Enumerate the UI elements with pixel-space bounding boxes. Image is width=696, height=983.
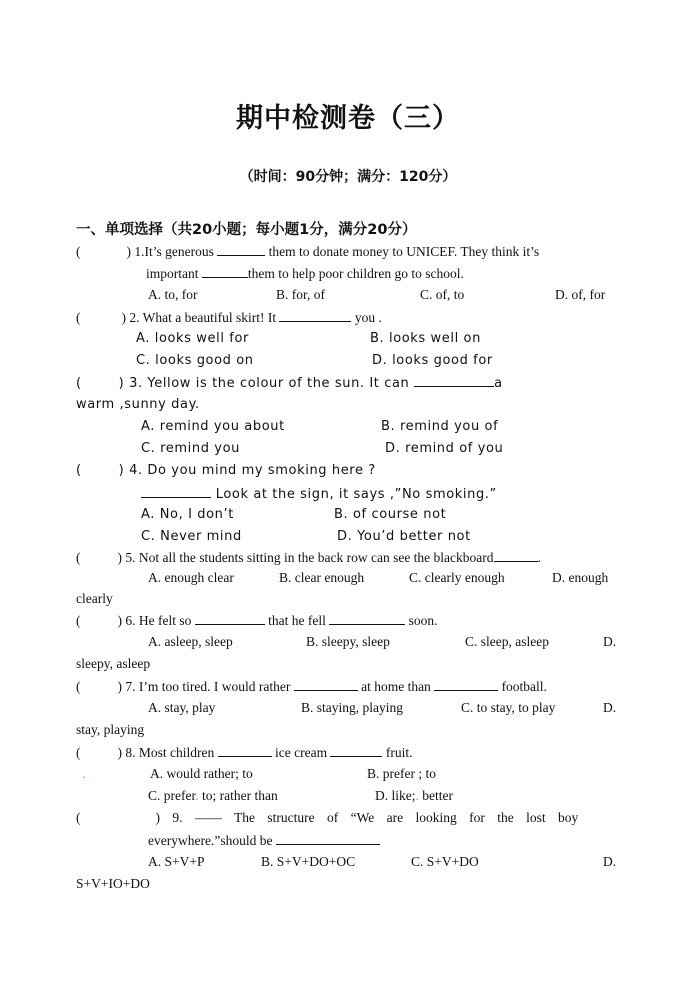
question-1-stem-part-4: them to help poor children go to school. bbox=[247, 266, 464, 281]
question-5-line-1 bbox=[76, 547, 541, 567]
option-d: D. looks good for bbox=[372, 353, 493, 368]
question-8-line-1 bbox=[76, 742, 412, 762]
answer-paren: ( bbox=[76, 679, 81, 694]
question-4-line-2 bbox=[141, 483, 497, 503]
question-9-stem-part-2: everywhere.”should be bbox=[148, 833, 273, 848]
answer-blank bbox=[218, 742, 272, 757]
option-c: C. looks good on bbox=[136, 353, 254, 368]
question-9-line-1 bbox=[76, 808, 617, 828]
option-d: D. of, for bbox=[555, 287, 606, 302]
question-1-stem-part-2: them to donate money to UNICEF. They think it’s bbox=[268, 244, 540, 259]
answer-blank bbox=[294, 676, 358, 691]
question-7-stem-part-2: at home than bbox=[361, 679, 431, 694]
answer-blank bbox=[279, 307, 351, 322]
option-c: C. to stay, to play bbox=[461, 700, 556, 715]
option-c: C. clearly enough bbox=[409, 570, 505, 585]
option-a: A. would rather; to bbox=[150, 766, 253, 781]
answer-blank bbox=[217, 241, 265, 256]
option-a: A. asleep, sleep bbox=[148, 634, 233, 649]
question-8-stem-part-2: ice cream bbox=[275, 745, 328, 760]
option-b: B. for, of bbox=[276, 287, 325, 302]
question-6-stem-part-3: soon. bbox=[408, 613, 438, 628]
option-c: C. Never mind bbox=[141, 529, 242, 544]
option-c: C. remind you bbox=[141, 441, 240, 456]
answer-paren: ( bbox=[76, 550, 81, 565]
question-4-stem-part-2: Look at the sign, it says ,”No smoking.” bbox=[215, 487, 497, 502]
option-b: B. sleepy, sleep bbox=[306, 634, 390, 649]
option-a: A. stay, play bbox=[148, 700, 216, 715]
answer-blank bbox=[141, 483, 211, 498]
option-b: B. S+V+DO+OC bbox=[261, 854, 356, 869]
option-b: B. staying, playing bbox=[301, 700, 403, 715]
option-b: B. of course not bbox=[334, 507, 447, 522]
option-b: B. clear enough bbox=[279, 570, 365, 585]
option-a: A. to, for bbox=[148, 287, 198, 302]
question-6-stem-part-1: ) 6. He felt so bbox=[117, 613, 192, 628]
option-b: B. prefer ; to bbox=[367, 766, 436, 781]
answer-paren: ( bbox=[76, 310, 81, 325]
answer-paren: ( bbox=[76, 810, 81, 825]
question-3-stem-part-2: a bbox=[494, 376, 503, 391]
question-5-stem-part-2: . bbox=[537, 550, 541, 565]
option-d: D. enough bbox=[552, 570, 609, 585]
option-d: D. bbox=[603, 634, 617, 649]
question-1-line-1 bbox=[76, 241, 617, 261]
question-9-stem-part-1: ) 9. —— The structure of “We are looking for the lost boy bbox=[155, 810, 579, 825]
option-c: C. S+V+DO bbox=[411, 854, 479, 869]
question-3-line-2: warm ,sunny day. bbox=[76, 397, 200, 412]
answer-blank bbox=[494, 547, 538, 562]
option-d: D. like;. better bbox=[375, 788, 453, 803]
answer-blank bbox=[195, 610, 265, 625]
question-1-line-2 bbox=[146, 263, 464, 283]
option-d: D. You’d better not bbox=[337, 529, 471, 544]
question-7-stem-part-3: football. bbox=[501, 679, 547, 694]
answer-paren: ( bbox=[76, 745, 81, 760]
question-9-option-wrap: S+V+IO+DO bbox=[76, 876, 150, 891]
question-2-stem-part-1: ) 2. What a beautiful skirt! It bbox=[121, 310, 277, 325]
option-c: C. of, to bbox=[420, 287, 465, 302]
option-b: B. looks well on bbox=[370, 331, 481, 346]
question-3-stem-part-1: ) 3. Yellow is the colour of the sun. It can bbox=[118, 376, 410, 391]
answer-paren: ( bbox=[76, 244, 81, 259]
answer-blank bbox=[202, 263, 248, 278]
question-7-stem-part-1: ) 7. I’m too tired. I would rather bbox=[117, 679, 291, 694]
option-a: A. remind you about bbox=[141, 419, 285, 434]
answer-blank bbox=[276, 830, 380, 845]
question-2-line-1 bbox=[76, 307, 382, 327]
option-a: A. S+V+P bbox=[148, 854, 205, 869]
answer-paren: ( bbox=[76, 376, 82, 391]
option-d: D. bbox=[603, 854, 617, 869]
question-4-stem-part-1: ) 4. Do you mind my smoking here ? bbox=[118, 463, 376, 478]
question-4-line-1 bbox=[76, 461, 376, 481]
question-1-stem-part-1: ) 1.It’s generous bbox=[126, 244, 214, 259]
question-5-stem-part-1: ) 5. Not all the students sitting in the back row can see the blackboard bbox=[117, 550, 494, 565]
option-d: D. remind of you bbox=[385, 441, 504, 456]
option-a: A. No, I don’t bbox=[141, 507, 234, 522]
question-8-stem-part-1: ) 8. Most children bbox=[117, 745, 215, 760]
option-b: B. remind you of bbox=[381, 419, 499, 434]
option-a: A. looks well for bbox=[136, 331, 249, 346]
option-a: A. enough clear bbox=[148, 570, 234, 585]
question-3-line-1 bbox=[76, 372, 503, 392]
option-d: D. bbox=[603, 700, 617, 715]
exam-info: （时间：90分钟；满分：120分） bbox=[239, 169, 457, 185]
option-c: C. prefer. to; rather than bbox=[148, 788, 278, 803]
question-6-stem-part-2: that he fell bbox=[268, 613, 326, 628]
section-title: 一、单项选择（共20小题；每小题1分，满分20分） bbox=[76, 222, 417, 238]
question-6-line-1 bbox=[76, 610, 437, 630]
answer-blank bbox=[414, 372, 494, 387]
question-1-stem-part-3: important bbox=[146, 266, 199, 281]
question-7-line-1 bbox=[76, 676, 547, 696]
answer-blank bbox=[330, 742, 382, 757]
question-7-option-wrap: stay, playing bbox=[76, 722, 145, 737]
answer-blank bbox=[329, 610, 405, 625]
question-6-option-wrap: sleepy, asleep bbox=[76, 656, 151, 671]
answer-paren: ( bbox=[76, 463, 82, 478]
page-title: 期中检测卷（三） bbox=[236, 103, 460, 134]
question-5-option-wrap: clearly bbox=[76, 591, 113, 606]
question-8-stem-part-3: fruit. bbox=[385, 745, 413, 760]
stray-dot: . bbox=[82, 766, 86, 781]
question-2-stem-part-2: you . bbox=[354, 310, 382, 325]
question-9-line-2 bbox=[148, 830, 380, 850]
answer-paren: ( bbox=[76, 613, 81, 628]
answer-blank bbox=[434, 676, 498, 691]
option-c: C. sleep, asleep bbox=[465, 634, 549, 649]
question-8-options-row-1 bbox=[82, 764, 436, 784]
